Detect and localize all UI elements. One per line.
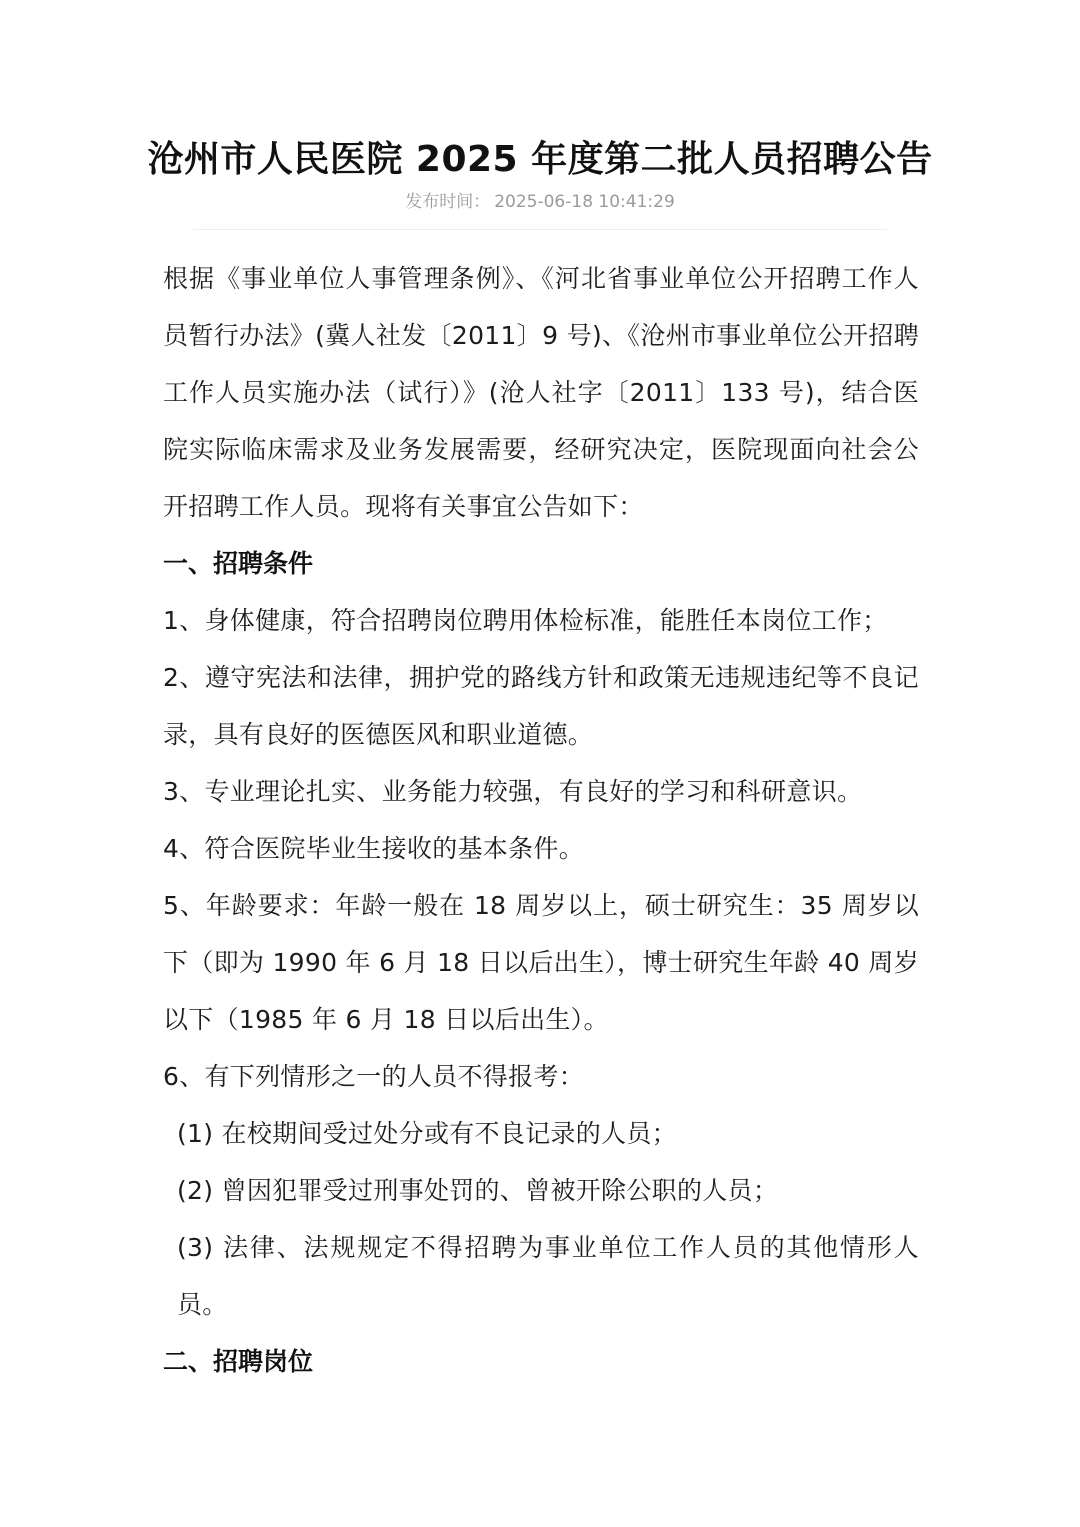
publish-time-label: 发布时间：	[405, 192, 491, 212]
exclusion-item: (3) 法律、法规规定不得招聘为事业单位工作人员的其他情形人员。	[177, 1233, 919, 1319]
section-heading-positions: 二、招聘岗位	[163, 1347, 314, 1376]
intro-paragraph: 根据《事业单位人事管理条例》、《河北省事业单位公开招聘工作人员暂行办法》(冀人社发〔2011〕9 号)、《沧州市事业单位公开招聘工作人员实施办法（试行）》(沧人社字〔2011〕133 号)，结合医院实际临床需求及业务发展需要，经研究决定，医院现面向社会公开招聘工作人员。现将有关事宜公告如下：	[163, 264, 919, 521]
exclusion-item: (1) 在校期间受过处分或有不良记录的人员；	[177, 1119, 677, 1148]
publish-meta	[0, 190, 1080, 214]
condition-item: 5、年龄要求：年龄一般在 18 周岁以上，硕士研究生：35 周岁以下（即为 1990 年 6 月 18 日以后出生），博士研究生年龄 40 周岁以下（1985 年 6 月 18 日以后出生）。	[163, 891, 919, 1034]
condition-item: 2、遵守宪法和法律，拥护党的路线方针和政策无违规违纪等不良记录，具有良好的医德医风和职业道德。	[163, 663, 919, 749]
condition-item: 4、符合医院毕业生接收的基本条件。	[163, 834, 585, 863]
section-heading-conditions: 一、招聘条件	[163, 549, 314, 578]
condition-item: 3、专业理论扎实、业务能力较强，有良好的学习和科研意识。	[163, 777, 863, 806]
condition-item: 6、有下列情形之一的人员不得报考：	[163, 1062, 585, 1091]
title-divider	[193, 229, 887, 230]
exclusion-item: (2) 曾因犯罪受过刑事处罚的、曾被开除公职的人员；	[177, 1176, 779, 1205]
condition-item: 1、身体健康，符合招聘岗位聘用体检标准，能胜任本岗位工作；	[163, 606, 888, 635]
article-body	[163, 250, 919, 1390]
publish-time-value: 2025-06-18 10:41:29	[494, 192, 675, 212]
page-title: 沧州市人民医院 2025 年度第二批人员招聘公告	[147, 139, 933, 180]
